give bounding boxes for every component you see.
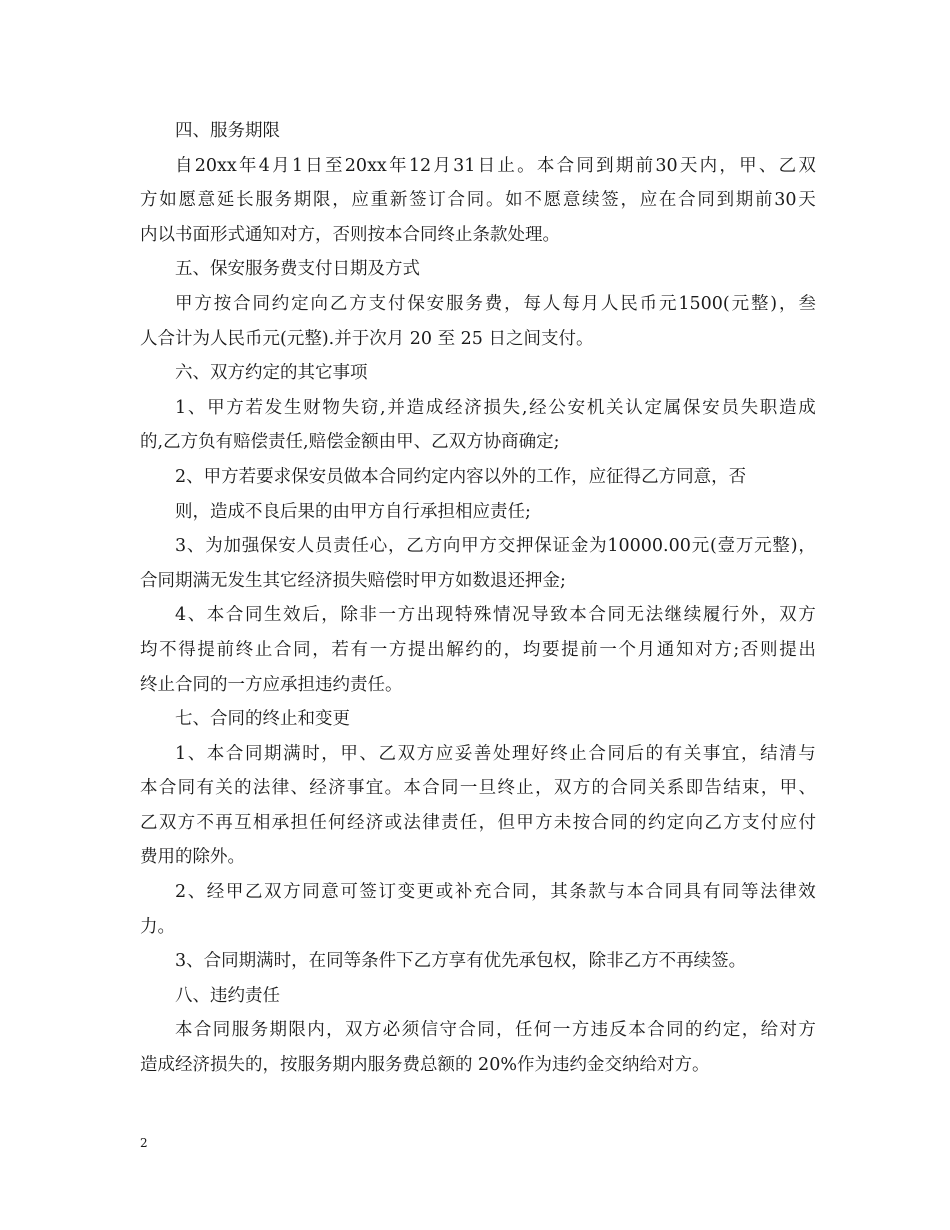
page-number: 2	[140, 1136, 148, 1150]
text-line: 1 、 甲 方 若 发 生 财 物 失 窃 , 并 造 成 经 济 损 失 , 经 公 安 机 关 认 定 属 保 安 员 失 职 造 成	[175, 397, 816, 418]
text-line: 乙 双 方 不 再 互 相 承 担 任 何 经 济 或 法 律 责 任 ， 但 甲 方 未 按 合 同 的 约 定 向 乙 方 支 付 应 付	[140, 812, 816, 833]
text-line: 人合计为人民币元(元整).并于次月 20 至 25 日之间支付。	[140, 328, 594, 349]
text-line: 造成经济损失的，按服务期内服务费总额的 20%作为违约金交纳给对方。	[140, 1055, 710, 1076]
text-line: 七、合同的终止和变更	[175, 709, 350, 730]
text-line: 3、合同期满时，在同等条件下乙方享有优先承包权，除非乙方不再续签。	[175, 951, 747, 972]
text-line: 合同期满无发生其它经济损失赔偿时甲方如数退还押金;	[140, 570, 566, 591]
text-line: 力。	[140, 916, 175, 937]
text-line: 六、双方约定的其它事项	[175, 363, 368, 384]
text-line: 自 20xx 年 4 月 1 日 至 20xx 年 12 月 31 日 止 。 本 合 同 到 期 前 30 天 内 ， 甲 、 乙 双	[175, 155, 816, 176]
text-line: 本 合 同 有 关 的 法 律 、 经 济 事 宜 。 本 合 同 一 旦 终 止 ， 双 方 的 合 同 关 系 即 告 结 束 ， 甲 、	[140, 778, 816, 799]
text-line: 2 、 经 甲 乙 双 方 同 意 可 签 订 变 更 或 补 充 合 同 ， 其 条 款 与 本 合 同 具 有 同 等 法 律 效	[175, 882, 816, 903]
text-line: 八、违约责任	[175, 985, 280, 1006]
text-line: 内以书面形式通知对方，否则按本合同终止条款处理。	[140, 224, 560, 245]
text-line: 终止合同的一方应承担违约责任。	[140, 674, 403, 695]
text-line: 方 如 愿 意 延 长 服 务 期 限 ， 应 重 新 签 订 合 同 。 如 不 愿 意 续 签 ， 应 在 合 同 到 期 前 30 天	[140, 190, 816, 211]
text-line: 2、甲方若要求保安员做本合同约定内容以外的工作，应征得乙方同意，否	[175, 466, 747, 487]
text-line: 3 、 为 加 强 保 安 人 员 责 任 心 ， 乙 方 向 甲 方 交 押 保 证 金 为 10000.00 元 ( 壹 万 元 整 ) ，	[175, 536, 816, 557]
text-line: 的,乙方负有赔偿责任,赔偿金额由甲、乙双方协商确定;	[140, 432, 560, 453]
text-line: 4 、 本 合 同 生 效 后 ， 除 非 一 方 出 现 特 殊 情 况 导 致 本 合 同 无 法 继 续 履 行 外 ， 双 方	[175, 605, 816, 626]
text-line: 费用的除外。	[140, 847, 245, 868]
text-line: 甲 方 按 合 同 约 定 向 乙 方 支 付 保 安 服 务 费 ， 每 人 每 月 人 民 币 元 1500( 元 整 ) ， 叁	[175, 293, 816, 314]
text-line: 本 合 同 服 务 期 限 内 ， 双 方 必 须 信 守 合 同 ， 任 何 一 方 违 反 本 合 同 的 约 定 ， 给 对 方	[175, 1020, 816, 1041]
text-line: 则，造成不良后果的由甲方自行承担相应责任;	[175, 501, 531, 522]
text-line: 1 、 本 合 同 期 满 时 ， 甲 、 乙 双 方 应 妥 善 处 理 好 终 止 合 同 后 的 有 关 事 宜 ， 结 清 与	[175, 743, 816, 764]
text-line: 均 不 得 提 前 终 止 合 同 ， 若 有 一 方 提 出 解 约 的 ， 均 要 提 前 一 个 月 通 知 对 方 ; 否 则 提 出	[140, 639, 816, 660]
document-body	[140, 114, 816, 1083]
text-line: 四、服务期限	[175, 121, 280, 141]
text-line: 五、保安服务费支付日期及方式	[175, 259, 420, 280]
